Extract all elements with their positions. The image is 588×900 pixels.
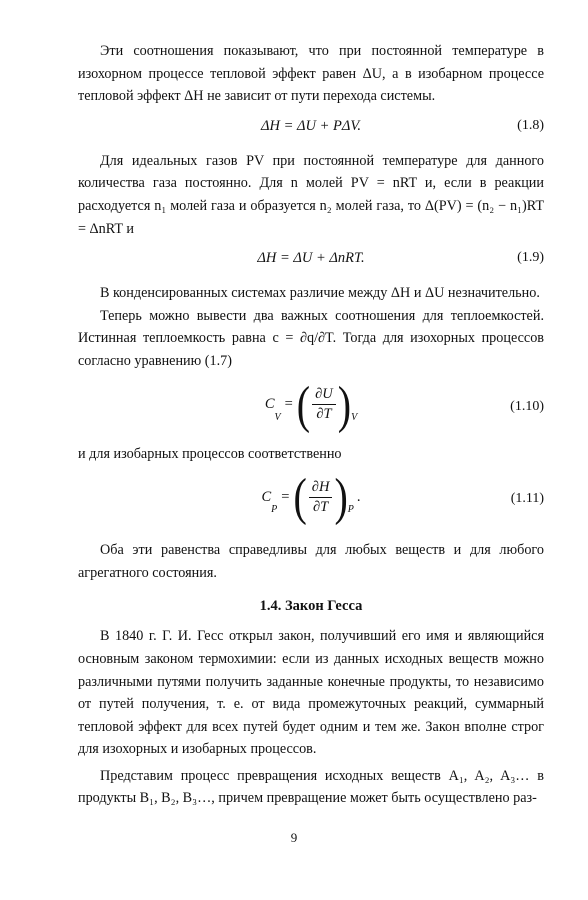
paragraph-6: Оба эти равенства справедливы для любых веществ и для любого агрегатного состояния. [78,542,544,581]
paragraph-4: Теперь можно вывести два важных соотношения для теплоемкостей. Истинная теплоемкость равна c = ∂q/∂T. Тогда для изохорных процессов согласно уравнению (1.7) [78,307,544,369]
document-page [78,40,544,810]
partial-derivative: $\frac{\partial U}{\partial T}$ [312,386,336,423]
heat-capacity-cp: C P = ( $\frac{\partial H}{\partial T}$ ) P . [261,467,361,526]
paragraph-3: В конденсированных системах различие между ΔH и ΔU незначительно. [100,285,540,302]
equation-number: (1.10) [510,398,544,414]
paragraph-1: Эти соотношения показывают, что при постоянной температуре в изохорном процессе тепловой эффект равен ΔU, а в изобарном процессе тепловой эффект ΔH не зависит от пути перехода системы. [78,43,544,105]
paragraph-5: и для изобарных процессов соответственно [78,445,342,462]
paragraph-2: Для идеальных газов PV при постоянной температуре для данного количества газа постоянно. Для n молей PV = nRT и, если в реакции расходуется n₁ молей газа и образуется n₂ молей газа, то Δ(PV) = (n₂ − n₁)RT = ΔnRT и [78,152,544,237]
section-heading: 1.4. Закон Гесса [259,598,363,615]
equation-number: (1.8) [517,117,544,133]
paragraph-8: Представим процесс превращения исходных веществ A₁, A₂, A₃… в продукты B₁, B₂, B₃…, причем превращение может быть осуществлено раз- [78,767,544,807]
equation-expression: ΔH = ΔU + PΔV. [260,117,361,134]
partial-derivative: $\frac{\partial H}{\partial T}$ [309,479,333,516]
equation-number: (1.9) [517,250,544,266]
heat-capacity-cv: C V = ( $\frac{\partial U}{\partial T}$ ) V [264,374,358,434]
equation-1-9 [78,246,544,276]
paragraph-7: В 1840 г. Г. И. Гесс открыл закон, получивший его имя и являющийся основным законом термохимии: если из данных исходных веществ можно различными путями получить заданные конечные продукты, то независимо от путей получения, т. е. от вида промежуточных реакций, суммарный тепловой эффект для всех путей будет одним и тем же. Закон вполне строг для изохорных и изобарных процессов. [78,628,544,758]
equation-number: (1.11) [510,491,544,507]
equation-1-11 [78,469,544,531]
equation-1-8 [78,114,544,144]
equation-1-10 [78,374,544,439]
page-number: 9 [290,830,298,845]
equation-expression: ΔH = ΔU + ΔnRT. [257,250,365,267]
